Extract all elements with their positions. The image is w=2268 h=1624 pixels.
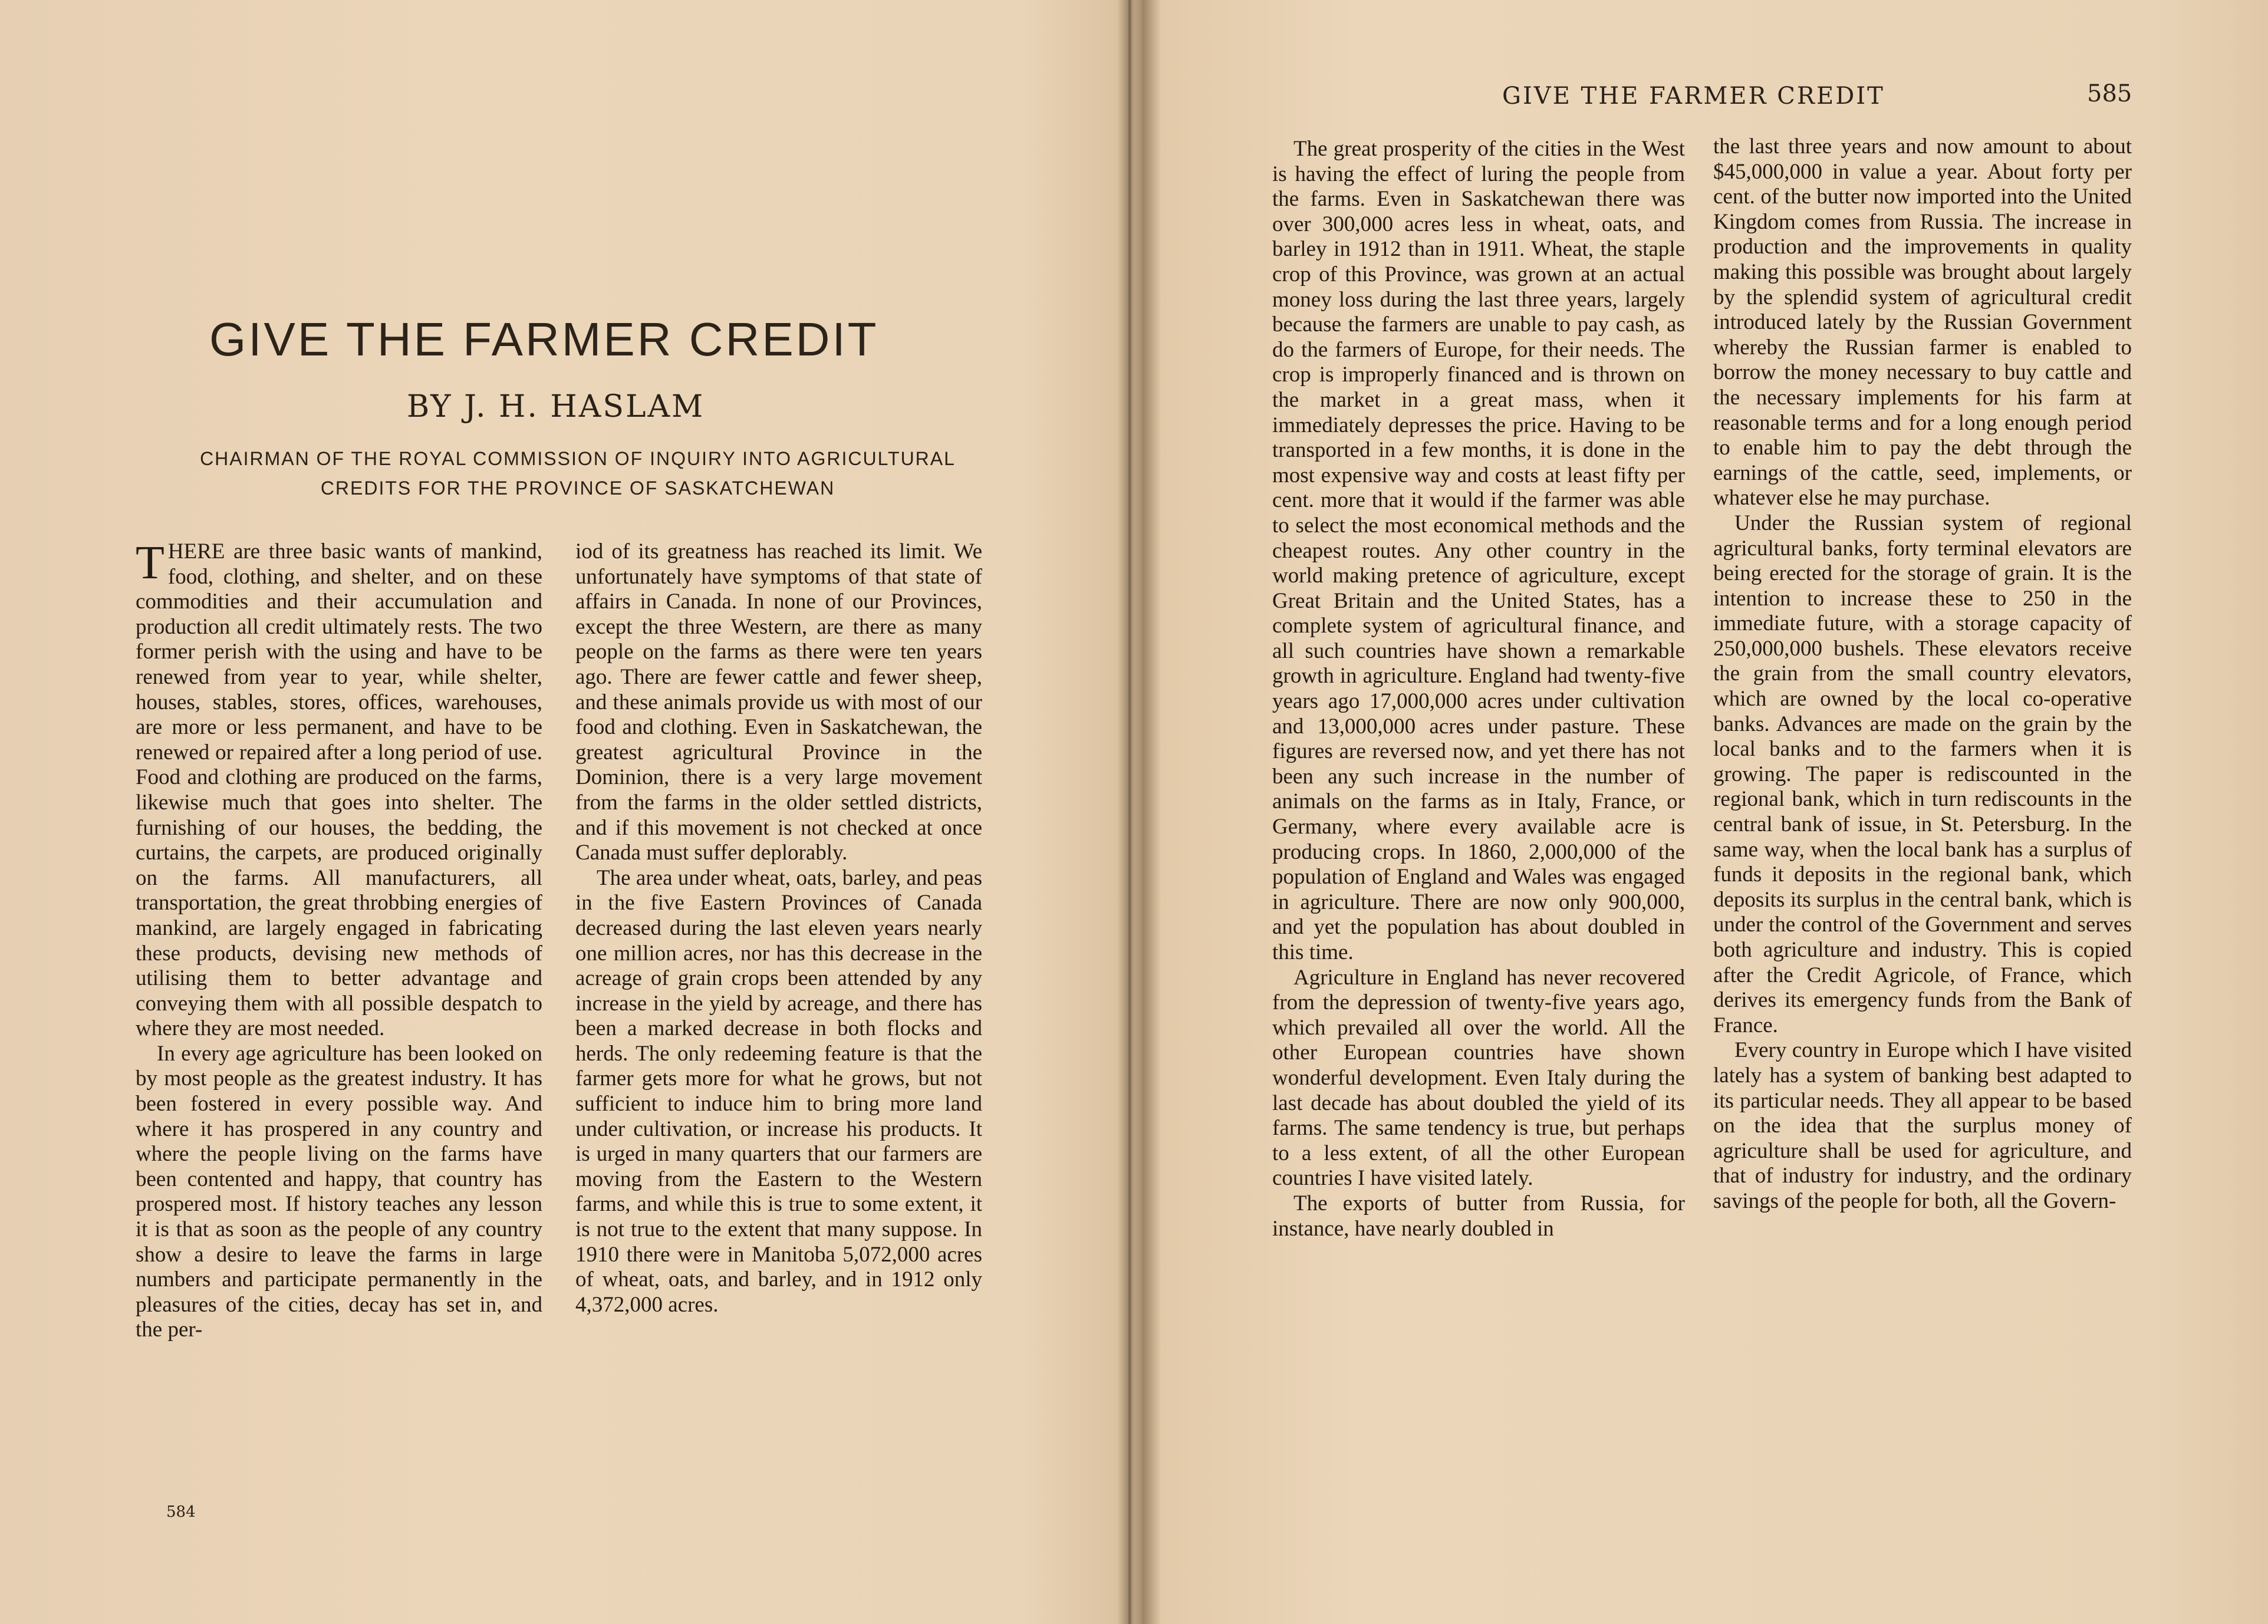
right-page-column-1 — [1272, 137, 1685, 1241]
paragraph: the last three years and now amount to about $45,000,000 in value a year. About forty per cent. of the butter now imported into the United Kingdom comes from Russia. The increase in production and the improvements in quality making this possible was brought about largely by the splendid system of agricultural credit introduced lately by the Russian Government whereby the Russian farmer is enabled to borrow the money necessary to buy cattle and the necessary implements for his farm at reasonable terms and for a long enough period to enable him to pay the debt through the earnings of the cattle, seed, implements, or whatever else he may purchase. — [1713, 134, 2132, 510]
left-page-column-2 — [575, 539, 982, 1317]
paragraph: Under the Russian system of regional agricultural banks, forty terminal elevators are being erected for the storage of grain. It is the intention to increase these to 250 in the immediate future, with a storage capacity of 250,000,000 bushels. These elevators receive the grain from the small country elevators, which are owned by the local co-operative banks. Advances are made on the grain by the local banks and to the farmers when it is growing. The paper is rediscounted in the regional bank, which in turn rediscounts in the central bank of issue, in St. Petersburg. In the same way, when the local bank has a surplus of funds it deposits in the regional bank, which deposits its surplus in the central bank, which is under the control of the Government and serves both agriculture and industry. This is copied after the Credit Agricole, of France, which derives its emergency funds from the Bank of France. — [1713, 510, 2132, 1037]
paragraph: The great prosperity of the cities in the West is having the effect of luring the people from the farms. Even in Saskatchewan there was over 300,000 acres less in wheat, oats, and barley in 1912 than in 1911. Wheat, the staple crop of this Province, was grown at an actual money loss during the last three years, largely because the farmers are unable to pay cash, as do the farmers of Europe, for their needs. The crop is improperly financed and is thrown on the market in a great mass, when it immediately depresses the price. Having to be transported in a few months, it is done in the most expensive way and costs at least fifty per cent. more that it would if the farmer was able to select the most economical methods and the cheapest routes. Any other country in the world making pretence of agriculture, except Great Britain and the United States, has a complete system of agricultural finance, and all such countries have shown a remarkable growth in agriculture. England had twenty-five years ago 17,000,000 acres under cultivation and 13,000,000 acres under pasture. These figures are reversed now, and yet there has not been any such increase in the number of animals on the farms as in Italy, France, or Germany, where every available acre is producing crops. In 1860, 2,000,000 of the population of England and Wales was engaged in agriculture. There are now only 900,000, and yet the population has about doubled in this time. — [1272, 137, 1685, 964]
right-page-column-2 — [1713, 134, 2132, 1214]
article-byline: BY J. H. HASLAM — [407, 389, 705, 424]
author-affiliation-line-2: CREDITS FOR THE PROVINCE OF SASKATCHEWAN — [320, 477, 835, 499]
right-page-number: 585 — [2087, 80, 2132, 107]
left-page-number: 584 — [166, 1503, 196, 1521]
book-gutter — [1117, 0, 1141, 1624]
paragraph: iod of its greatness has reached its limit. We unfortunately have symptoms of that state of affairs in Canada. In none of our Provinces, except the three Western, are there as many people on the farms as there were ten years ago. There are fewer cattle and fewer sheep, and these animals provide us with most of our food and clothing. Even in Saskatchewan, the greatest agricultural Province in the Dominion, there is a very large movement from the farms in the older settled districts, and if this movement is not checked at once Canada must suffer deplorably. — [575, 539, 982, 865]
article-title: GIVE THE FARMER CREDIT — [209, 313, 879, 365]
left-page-column-1 — [136, 539, 542, 1343]
drop-cap: T — [136, 537, 164, 589]
author-affiliation-line-1: CHAIRMAN OF THE ROYAL COMMISSION OF INQUIRY INTO AGRICULTURAL — [200, 448, 956, 469]
paragraph: Agriculture in England has never recovered from the depression of twenty-five years ago, which prevailed all over the world. All the other European countries have shown wonderful development. Even Italy during the last decade has about doubled the yield of its farms. The same tendency is true, but perhaps to a less extent, of all the other European countries I have visited lately. — [1272, 965, 1685, 1191]
paragraph: In every age agriculture has been looked on by most people as the greatest industry. It has been fostered in every possible way. And where it has prospered in any country and where the people living on the farms have been contented and happy, that country has prospered most. If history teaches any lesson it is that as soon as the people of any country show a desire to leave the farms in large numbers and participate permanently in the pleasures of the cities, decay has set in, and the per- — [136, 1041, 542, 1342]
paragraph: THERE are three basic wants of mankind, food, clothing, and shelter, and on these commodities and their accumulation and production all credit ultimately rests. The two former perish with the using and have to be renewed from year to year, while shelter, houses, stables, stores, offices, warehouses, are more or less permanent, and have to be renewed or repaired after a long period of use. Food and clothing are produced on the farms, likewise much that goes into shelter. The furnishing of our houses, the bedding, the curtains, the carpets, are produced originally on the farms. All manufacturers, all transportation, the great throbbing energies of mankind, are largely engaged in fabricating these products, devising new methods of utilising them to better advantage and conveying them with all possible despatch to where they are most needed. — [136, 537, 542, 1041]
paragraph: Every country in Europe which I have visited lately has a system of banking best adapted to its particular needs. They all appear to be based on the idea that the surplus money of agriculture shall be used for agriculture, and that of industry for industry, and the ordinary savings of the people for both, all the Govern- — [1713, 1038, 2132, 1213]
paragraph: The exports of butter from Russia, for instance, have nearly doubled in — [1272, 1191, 1685, 1241]
paragraph: The area under wheat, oats, barley, and peas in the five Eastern Provinces of Canada decreased during the last eleven years nearly one million acres, nor has this decrease in the acreage of grain crops been attended by any increase in the yield by acreage, and there has been a marked decrease in both flocks and herds. The only redeeming feature is that the farmer gets more for what he grows, but not sufficient to induce him to bring more land under cultivation, or increase his products. It is urged in many quarters that our farmers are moving from the Eastern to the Western farms, and while this is true to some extent, it is not true to the extent that many suppose. In 1910 there were in Manitoba 5,072,000 acres of wheat, oats, and barley, and in 1912 only 4,372,000 acres. — [575, 865, 982, 1317]
running-head: GIVE THE FARMER CREDIT — [1502, 83, 1885, 110]
